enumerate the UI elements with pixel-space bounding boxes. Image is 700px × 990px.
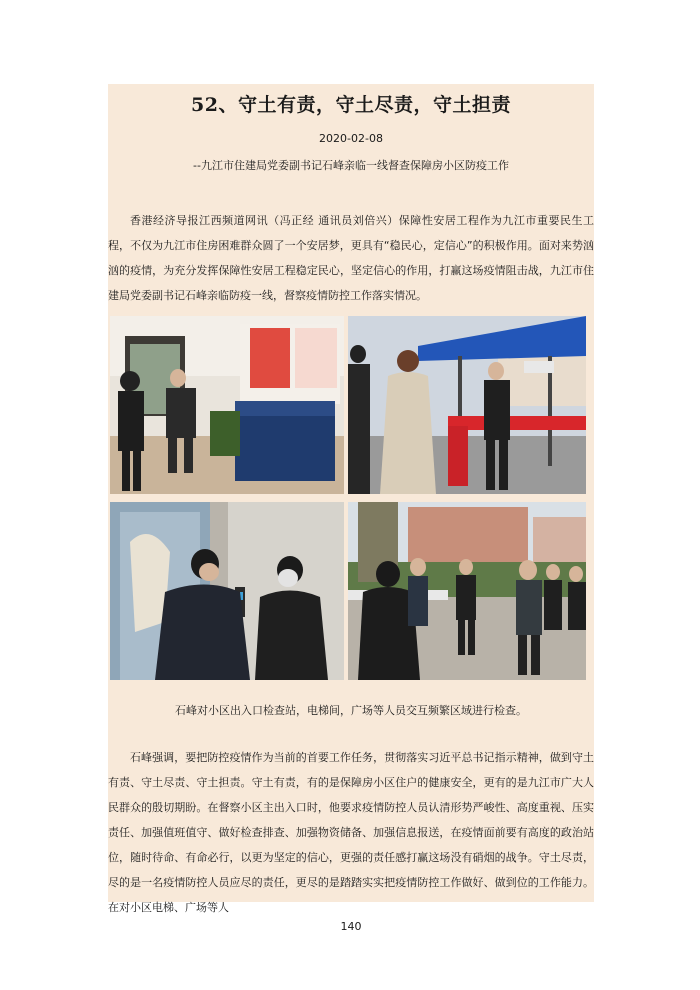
plaza-inspection-photo [348, 502, 586, 680]
elevator-inspection-photo [110, 502, 344, 680]
article-date: 2020-02-08 [319, 132, 383, 145]
lobby-inspection-photo [110, 316, 344, 494]
intro-paragraph: 香港经济导报江西频道网讯（冯正经 通讯员刘倍兴）保障性安居工程作为九江市重要民生工程，不仅为九江市住房困难群众圆了一个安居梦，更具有“稳民心，定信心”的积极作用。面对来势汹汹的疫情，为充分发挥保障性安居工程稳定民心，坚定信心的作用，打赢这场疫情阻击战，九江市住建局党委副书记石峰亲临防疫一线，督察疫情防控工作落实情况。 [108, 214, 594, 302]
page-number: 140 [340, 920, 362, 933]
article-subtitle: --九江市住建局党委副书记石峰亲临一线督查保障房小区防疫工作 [193, 159, 509, 172]
photo-caption: 石峰对小区出入口检查站，电梯间，广场等人员交互频繁区域进行检查。 [175, 704, 527, 717]
article-title: 52、守土有责，守土尽责，守土担责 [191, 94, 511, 116]
body-paragraph: 石峰强调，要把防控疫情作为当前的首要工作任务，贯彻落实习近平总书记指示精神，做到守土有责、守土尽责、守土担责。守土有责，有的是保障房小区住户的健康安全，更有的是九江市广大人民群众的殷切期盼。在督察小区主出入口时，他要求疫情防控人员认清形势严峻性、高度重视、压实责任、加强值班值守、做好检查排查、加强物资储备、加强信息报送，在疫情面前要有高度的政治站位，随时待命、有命必行，以更为坚定的信心，更强的责任感打赢这场没有硝烟的战争。守土尽责，尽的是一名疫情防控人员应尽的责任，更尽的是踏踏实实把疫情防控工作做好、做到位的工作能力。在对小区电梯、广场等人 [108, 751, 594, 914]
entrance-checkpoint-photo [348, 316, 586, 494]
